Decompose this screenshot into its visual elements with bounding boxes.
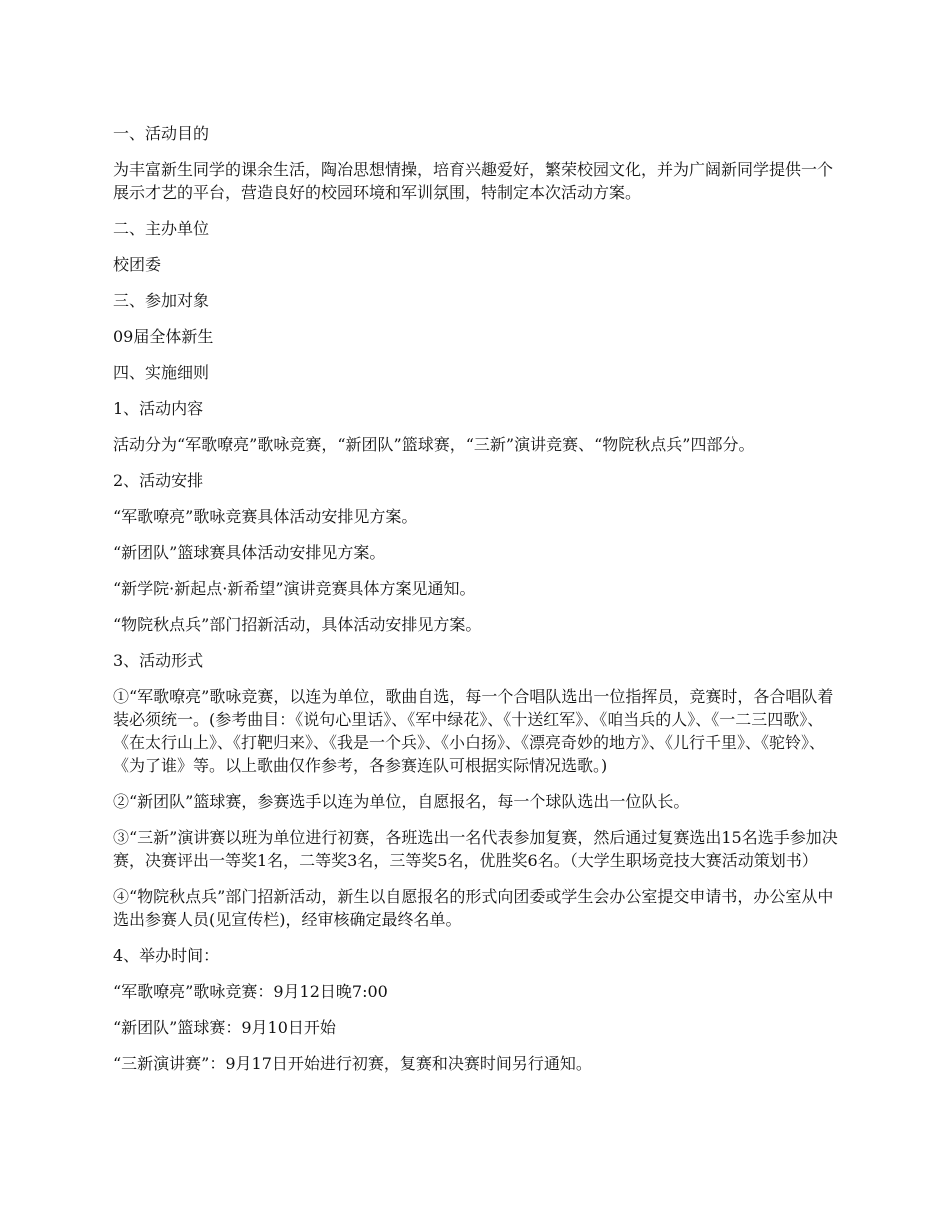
subheading-arrangement: 2、活动安排 [113, 471, 204, 490]
paragraph-arrangement-1: “军歌嘹亮”歌咏竞赛具体活动安排见方案。 [113, 507, 418, 526]
paragraph-format-1: ①“军歌嘹亮”歌咏竞赛，以连为单位，歌曲自选，每一个合唱队选出一位指挥员，竞赛时，各合唱队着装必须统一。(参考曲目：《说句心里话》、《军中绿花》、《十送红军》、《咱当兵的人》、《一二三四歌》、《在太行山上》、《打靶归来》、《我是一个兵》、《小白扬》、《漂亮奇妙的地方》、《儿行千里》、《驼铃》、《为了谁》等。以上歌曲仅作参考，各参赛连队可根据实际情况选歌。) [113, 687, 834, 775]
paragraph-content: 活动分为“军歌嘹亮”歌咏竞赛，“新团队”篮球赛，“三新”演讲竞赛、“物院秋点兵”四部分。 [113, 435, 755, 454]
paragraph-schedule-2: “新团队”篮球赛：9月10日开始 [113, 1018, 336, 1037]
paragraph-organizer: 校团委 [113, 255, 162, 274]
paragraph-arrangement-3: “新学院·新起点·新希望”演讲竞赛具体方案见通知。 [113, 579, 476, 598]
paragraph-purpose: 为丰富新生同学的课余生活，陶冶思想情操，培育兴趣爱好，繁荣校园文化，并为广阔新同学提供一个展示才艺的平台，营造良好的校园环境和军训氛围，特制定本次活动方案。 [113, 160, 834, 202]
subheading-content: 1、活动内容 [113, 399, 204, 418]
paragraph-arrangement-2: “新团队”篮球赛具体活动安排见方案。 [113, 543, 386, 562]
document-body [113, 122, 843, 1088]
heading-purpose: 一、活动目的 [113, 124, 210, 143]
paragraph-schedule-3: “三新演讲赛”：9月17日开始进行初赛，复赛和决赛时间另行通知。 [113, 1054, 592, 1073]
paragraph-arrangement-4: “物院秋点兵”部门招新活动，具体活动安排见方案。 [113, 615, 482, 634]
paragraph-format-2: ②“新团队”篮球赛，参赛选手以连为单位，自愿报名，每一个球队选出一位队长。 [113, 792, 690, 811]
subheading-schedule: 4、举办时间： [113, 946, 220, 965]
heading-organizer: 二、主办单位 [113, 219, 210, 238]
heading-implementation: 四、实施细则 [113, 363, 210, 382]
paragraph-format-4: ④“物院秋点兵”部门招新活动，新生以自愿报名的形式向团委或学生会办公室提交申请书，办公室从中选出参赛人员(见宣传栏)，经审核确定最终名单。 [113, 887, 834, 929]
paragraph-format-3: ③“三新”演讲赛以班为单位进行初赛，各班选出一名代表参加复赛，然后通过复赛选出15名选手参加决赛，决赛评出一等奖1名，二等奖3名，三等奖5名，优胜奖6名。（大学生职场竞技大赛活动策划书） [113, 828, 838, 870]
paragraph-schedule-1: “军歌嘹亮”歌咏竞赛：9月12日晚7:00 [113, 982, 388, 1001]
subheading-format: 3、活动形式 [113, 651, 204, 670]
paragraph-participants: 09届全体新生 [113, 327, 214, 346]
heading-participants: 三、参加对象 [113, 291, 210, 310]
